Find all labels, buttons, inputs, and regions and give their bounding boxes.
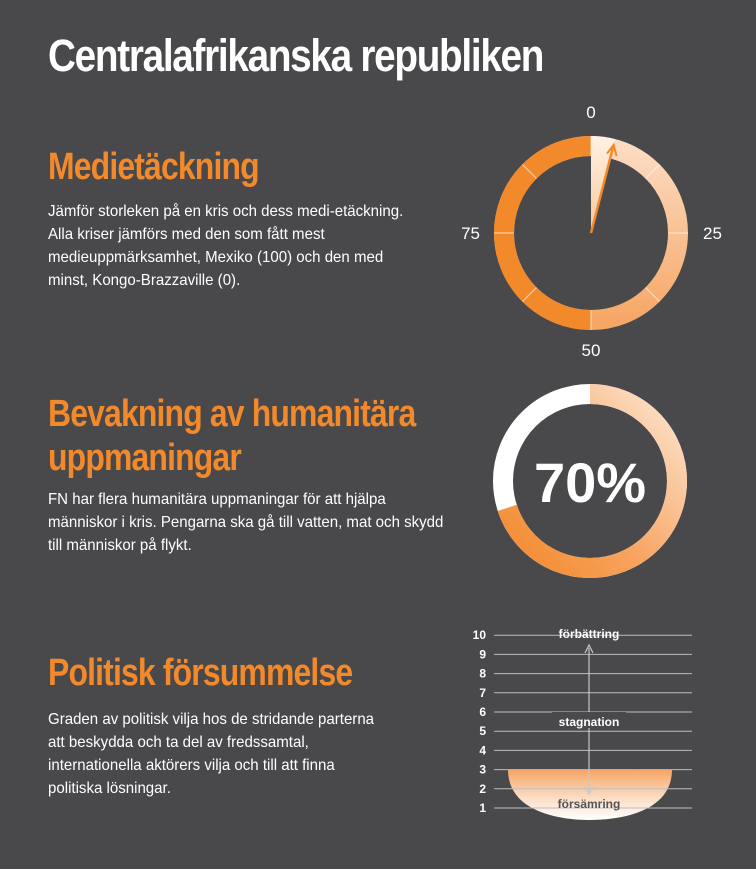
political-neglect-text: Graden av politisk vilja hos de stridande parterna att beskydda och ta del av fredssamtal, internationella aktörers vilja och till att finna politiska lösningar. (48, 711, 375, 797)
scale-number: 10 (472, 628, 486, 643)
scale-number: 6 (479, 705, 486, 719)
appeals-donut (503, 394, 677, 568)
media-coverage-text: Jämför storleken på en kris och dess medi-etäckning. Alla kriser jämförs med den som fått mest medieuppmärksamhet, Mexiko (100) och den med minst, Kongo-Brazzaville (0). (48, 203, 404, 289)
scale-number: 8 (479, 666, 486, 681)
scale-number: 5 (479, 724, 486, 739)
appeals-text: FN har flera humanitära uppmaningar för att hjälpa människor i kris. Pengarna ska gå till vatten, mat och skydd till människor på flykt. (48, 491, 444, 554)
media-coverage-gauge (461, 103, 722, 360)
appeals-heading-line2: uppmaningar (48, 437, 241, 479)
scale-bowl (508, 770, 672, 820)
scale-number: 9 (479, 647, 486, 662)
gauge-label-0: 0 (586, 103, 596, 122)
media-coverage-heading: Medietäckning (48, 146, 259, 188)
scale-number: 2 (479, 781, 486, 796)
gauge-ring-left-half (504, 146, 591, 320)
appeals-heading-line1: Bevakning av humanitära (48, 393, 416, 435)
scale-label-stagnation: stagnation (558, 715, 620, 729)
political-scale (473, 627, 692, 820)
appeals-percent: 70% (533, 451, 647, 514)
gauge-label-75: 75 (461, 224, 480, 243)
scale-label-deterioration: försämring (557, 797, 621, 811)
gauge-label-25: 25 (703, 224, 722, 243)
political-neglect-heading: Politisk försummelse (48, 652, 353, 694)
gauge-label-50: 50 (581, 341, 601, 360)
scale-number: 1 (479, 801, 486, 815)
scale-label-improvement: förbättring (558, 627, 620, 641)
scale-number: 3 (479, 762, 486, 777)
scale-number: 7 (479, 685, 486, 700)
page-title: Centralafrikanska republiken (48, 30, 544, 81)
scale-number: 4 (479, 743, 486, 758)
